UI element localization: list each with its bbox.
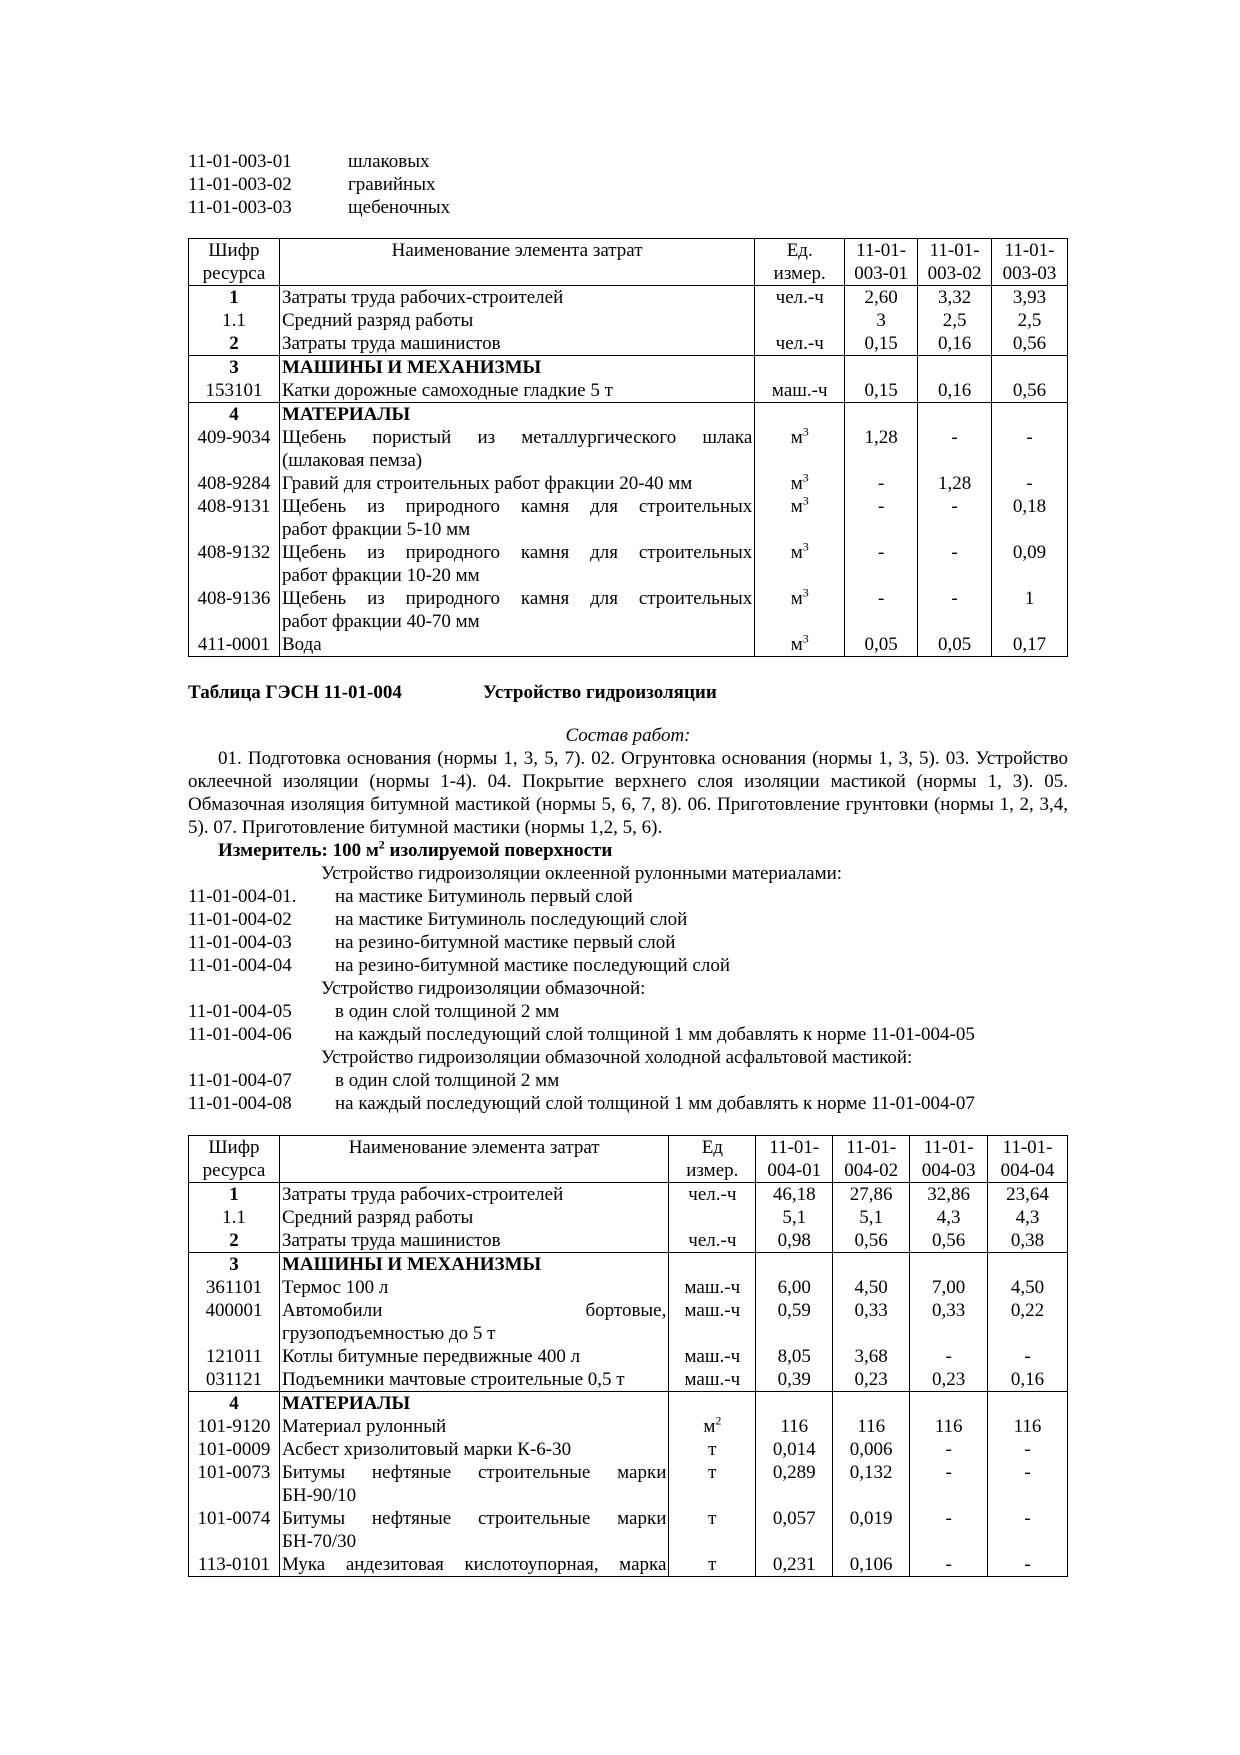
table-cell: 4,3: [988, 1206, 1068, 1229]
table-cell: -: [918, 495, 992, 541]
table-row: [189, 309, 1068, 332]
norm-group-heading: Устройство гидроизоляции оклеенной рулонными материалами:: [321, 863, 843, 884]
table-cell: Затраты труда машинистов: [279, 332, 754, 356]
table-row: [189, 1183, 1068, 1207]
table-cell: Щебень из природного камня для строительных работ фракции 10-20 мм: [279, 541, 754, 587]
table-cell: 0,18: [992, 495, 1068, 541]
table-cell: [755, 403, 845, 427]
norm-code: 11-01-003-03: [188, 197, 292, 218]
header-code: Шифр ресурса: [189, 1136, 280, 1183]
table-cell: маш.-ч: [669, 1299, 756, 1345]
table-cell: т: [669, 1461, 756, 1507]
table-cell: маш.-ч: [669, 1345, 756, 1368]
table-cell: 0,59: [756, 1299, 833, 1345]
table-cell: 0,56: [992, 379, 1068, 403]
table-cell: -: [988, 1553, 1068, 1577]
norm-line: 11-01-004-02 на мастике Битуминоль последующий слой: [188, 909, 688, 930]
table-cell: чел.-ч: [755, 286, 845, 310]
table-cell: -: [910, 1438, 988, 1461]
table-cell: 1: [992, 587, 1068, 633]
table-cell: Гравий для строительных работ фракции 20-40 мм: [279, 472, 754, 495]
table-cell: 27,86: [833, 1183, 910, 1207]
table-cell: 3,32: [918, 286, 992, 310]
table-cell: -: [918, 587, 992, 633]
table-cell: [988, 1392, 1068, 1416]
work-composition-heading: Состав работ:: [565, 725, 691, 746]
table-cell: 0,98: [756, 1229, 833, 1253]
norm-line: 11-01-004-06 на каждый последующий слой толщиной 1 мм добавлять к норме 11-01-004-05: [188, 1024, 975, 1045]
table-cell: 101-0009: [189, 1438, 280, 1461]
resource-table-004: [188, 1135, 1068, 1577]
table-cell: [992, 356, 1068, 380]
table-cell: 3: [189, 1253, 280, 1277]
table-row: [189, 1507, 1068, 1553]
table-cell: Затраты труда рабочих-строителей: [279, 1183, 668, 1207]
table-cell: Котлы битумные передвижные 400 л: [279, 1345, 668, 1368]
table-row: [189, 1368, 1068, 1392]
table-cell: 409-9034: [189, 426, 280, 472]
table-cell: -: [988, 1461, 1068, 1507]
table-title-code: Таблица ГЭСН 11-01-004: [188, 682, 402, 703]
table-cell: [988, 1253, 1068, 1277]
table-cell: 0,106: [833, 1553, 910, 1577]
table-row: [189, 1461, 1068, 1507]
table-cell: 116: [833, 1415, 910, 1438]
table-row: [189, 1299, 1068, 1345]
norm-line: [188, 173, 1068, 196]
table-row: [189, 495, 1068, 541]
resource-table-003: [188, 238, 1068, 657]
header-col-3: 11-01- 004-03: [910, 1136, 988, 1183]
table-cell: 2,5: [992, 309, 1068, 332]
header-unit: Ед измер.: [669, 1136, 756, 1183]
section-row: [189, 356, 1068, 380]
table-cell: 0,39: [756, 1368, 833, 1392]
table-cell: $м^2$: [669, 1415, 756, 1438]
table-cell: [833, 1253, 910, 1277]
table-row: [189, 633, 1068, 657]
table-cell: [992, 403, 1068, 427]
table-cell: -: [988, 1438, 1068, 1461]
table-cell: 0,019: [833, 1507, 910, 1553]
table-row: [189, 1553, 1068, 1577]
norm-group-heading: Устройство гидроизоляции обмазочной холодной асфальтовой мастикой:: [321, 1047, 913, 1068]
norm-line: 11-01-004-01. на мастике Битуминоль первый слой: [188, 886, 633, 907]
table-cell: $м^3$: [755, 426, 845, 472]
table-cell: 0,132: [833, 1461, 910, 1507]
table-row: [189, 1206, 1068, 1229]
norm-list-top: [188, 150, 1068, 219]
table-cell: 1.1: [189, 1206, 280, 1229]
table-cell: 32,86: [910, 1183, 988, 1207]
table-cell: 3: [189, 356, 280, 380]
table-cell: Щебень пористый из металлургического шлака (шлаковая пемза): [279, 426, 754, 472]
table-cell: 5,1: [833, 1206, 910, 1229]
table-cell: 116: [756, 1415, 833, 1438]
header-col-4: 11-01- 004-04: [988, 1136, 1068, 1183]
norm-name: шлаковых: [348, 151, 430, 172]
norm-line: 11-01-004-04 на резино-битумной мастике последующий слой: [188, 955, 731, 976]
measure-line: Измеритель: 100 $м^2$ изолируемой поверхности: [218, 837, 613, 861]
table-header: [189, 1136, 1068, 1183]
table-cell: МАТЕРИАЛЫ: [279, 403, 754, 427]
table-row: [189, 1415, 1068, 1438]
table-cell: 153101: [189, 379, 280, 403]
table-cell: маш.-ч: [669, 1276, 756, 1299]
table-cell: 3: [845, 309, 918, 332]
table-cell: 113-0101: [189, 1553, 280, 1577]
table-cell: 0,006: [833, 1438, 910, 1461]
header-col-2: 11-01- 003-02: [918, 239, 992, 286]
table-row: [189, 541, 1068, 587]
header-col-1: 11-01- 004-01: [756, 1136, 833, 1183]
table-cell: 116: [988, 1415, 1068, 1438]
table-cell: 46,18: [756, 1183, 833, 1207]
norm-name: щебеночных: [348, 197, 451, 218]
table-cell: 4,3: [910, 1206, 988, 1229]
table-cell: чел.-ч: [669, 1183, 756, 1207]
table-cell: -: [988, 1345, 1068, 1368]
table-cell: маш.-ч: [755, 379, 845, 403]
table-cell: 408-9132: [189, 541, 280, 587]
table-cell: Битумы нефтяные строительные марки БН-70/30: [279, 1507, 668, 1553]
table-cell: т: [669, 1507, 756, 1553]
table-cell: 0,33: [910, 1299, 988, 1345]
norm-line: 11-01-004-03 на резино-битумной мастике первый слой: [188, 932, 676, 953]
table-cell: маш.-ч: [669, 1368, 756, 1392]
table-cell: [910, 1253, 988, 1277]
table-cell: -: [992, 426, 1068, 472]
table-row: [189, 426, 1068, 472]
table-cell: 6,00: [756, 1276, 833, 1299]
table-cell: [918, 356, 992, 380]
table-cell: [756, 1253, 833, 1277]
table-cell: 0,09: [992, 541, 1068, 587]
table-cell: -: [988, 1507, 1068, 1553]
table-row: [189, 286, 1068, 310]
table-cell: 4,50: [833, 1276, 910, 1299]
table-cell: т: [669, 1438, 756, 1461]
table-cell: 361101: [189, 1276, 280, 1299]
norm-line: [188, 150, 1068, 173]
table-cell: 411-0001: [189, 633, 280, 657]
table-cell: 0,38: [988, 1229, 1068, 1253]
norm-line: 11-01-004-05 в один слой толщиной 2 мм: [188, 1001, 560, 1022]
table-cell: 0,22: [988, 1299, 1068, 1345]
table-cell: [669, 1206, 756, 1229]
table-cell: 0,289: [756, 1461, 833, 1507]
header-col-3: 11-01- 003-03: [992, 239, 1068, 286]
table-cell: -: [845, 472, 918, 495]
table-cell: [669, 1253, 756, 1277]
table-cell: -: [918, 541, 992, 587]
table-cell: $м^3$: [755, 472, 845, 495]
table-cell: 0,014: [756, 1438, 833, 1461]
table-cell: МАШИНЫ И МЕХАНИЗМЫ: [279, 356, 754, 380]
table-cell: 101-9120: [189, 1415, 280, 1438]
table-cell: 0,16: [918, 332, 992, 356]
table-row: [189, 332, 1068, 356]
table-cell: 1: [189, 286, 280, 310]
table-cell: 0,16: [918, 379, 992, 403]
table-cell: 0,15: [845, 379, 918, 403]
table-cell: 400001: [189, 1299, 280, 1345]
norm-line: 11-01-004-07 в один слой толщиной 2 мм: [188, 1070, 560, 1091]
table-cell: [669, 1392, 756, 1416]
table-cell: 2: [189, 332, 280, 356]
table-cell: 3,93: [992, 286, 1068, 310]
table-cell: 7,00: [910, 1276, 988, 1299]
table-cell: Средний разряд работы: [279, 309, 754, 332]
table-cell: Асбест хризолитовый марки К-6-30: [279, 1438, 668, 1461]
norm-code: 11-01-003-02: [188, 174, 292, 195]
table-title-name: Устройство гидроизоляции: [483, 682, 717, 703]
table-cell: 1,28: [918, 472, 992, 495]
table-cell: 031121: [189, 1368, 280, 1392]
header-name: Наименование элемента затрат: [279, 1136, 668, 1183]
table-cell: 0,23: [910, 1368, 988, 1392]
table-cell: Термос 100 л: [279, 1276, 668, 1299]
header-name: Наименование элемента затрат: [279, 239, 754, 286]
table-cell: т: [669, 1553, 756, 1577]
table-cell: чел.-ч: [669, 1229, 756, 1253]
table-cell: 4: [189, 1392, 280, 1416]
table-cell: 1.1: [189, 309, 280, 332]
table-cell: 0,16: [988, 1368, 1068, 1392]
table-cell: 0,057: [756, 1507, 833, 1553]
table-cell: -: [910, 1507, 988, 1553]
table-cell: 4,50: [988, 1276, 1068, 1299]
table-cell: [833, 1392, 910, 1416]
table-cell: Мука андезитовая кислотоупорная, марка: [279, 1553, 668, 1577]
header-col-1: 11-01- 003-01: [845, 239, 918, 286]
norm-group-heading: Устройство гидроизоляции обмазочной:: [321, 978, 646, 999]
table-cell: [845, 403, 918, 427]
header-code: Шифр ресурса: [189, 239, 280, 286]
document-page: [188, 150, 1068, 1577]
table-cell: 0,17: [992, 633, 1068, 657]
table-cell: 5,1: [756, 1206, 833, 1229]
table-cell: [755, 309, 845, 332]
table-cell: 0,05: [845, 633, 918, 657]
table-cell: МАШИНЫ И МЕХАНИЗМЫ: [279, 1253, 668, 1277]
section-row: [189, 1392, 1068, 1416]
table-cell: 0,56: [833, 1229, 910, 1253]
table-cell: 116: [910, 1415, 988, 1438]
table-cell: Щебень из природного камня для строительных работ фракции 40-70 мм: [279, 587, 754, 633]
table-row: [189, 1229, 1068, 1253]
table-cell: Автомобили бортовые, грузоподъемностью до 5 т: [279, 1299, 668, 1345]
table-cell: -: [918, 426, 992, 472]
table-row: [189, 1438, 1068, 1461]
header-col-2: 11-01- 004-02: [833, 1136, 910, 1183]
table-cell: 408-9284: [189, 472, 280, 495]
table-row: [189, 1345, 1068, 1368]
table-row: [189, 1276, 1068, 1299]
table-cell: 8,05: [756, 1345, 833, 1368]
norm-code: 11-01-003-01: [188, 151, 292, 172]
table-cell: $м^3$: [755, 541, 845, 587]
table-cell: 0,231: [756, 1553, 833, 1577]
table-cell: -: [845, 541, 918, 587]
table-cell: 101-0073: [189, 1461, 280, 1507]
table-cell: 2,5: [918, 309, 992, 332]
table-cell: [910, 1392, 988, 1416]
table-cell: -: [992, 472, 1068, 495]
table-cell: 2: [189, 1229, 280, 1253]
table-cell: 4: [189, 403, 280, 427]
table-cell: Средний разряд работы: [279, 1206, 668, 1229]
work-composition-text: 01. Подготовка основания (нормы 1, 3, 5, 7). 02. Огрунтовка основания (нормы 1, 3, 5). 03. Устройство оклеечной изоляции (нормы 1-4). 04. Покрытие верхнего слоя изоляции мастикой (нормы 1, 3). 05. Обмазочная изоляция битумной мастикой (нормы 5, 6, 7, 8). 06. Приготовление грунтовки (нормы 1, 2, 3,4, 5). 07. Приготовление битумной мастики (нормы 1,2, 5, 6).: [188, 748, 1068, 838]
table-cell: 0,33: [833, 1299, 910, 1345]
norm-line: 11-01-004-08 на каждый последующий слой толщиной 1 мм добавлять к норме 11-01-004-07: [188, 1093, 975, 1114]
table-cell: 408-9131: [189, 495, 280, 541]
table-cell: [918, 403, 992, 427]
table-cell: 0,56: [910, 1229, 988, 1253]
table-cell: 1,28: [845, 426, 918, 472]
table-cell: $м^3$: [755, 587, 845, 633]
table-row: [189, 472, 1068, 495]
table-cell: 0,05: [918, 633, 992, 657]
table-cell: [756, 1392, 833, 1416]
table-cell: 23,64: [988, 1183, 1068, 1207]
header-unit: Ед. измер.: [755, 239, 845, 286]
table-cell: 1: [189, 1183, 280, 1207]
table-cell: -: [910, 1553, 988, 1577]
table-cell: -: [910, 1461, 988, 1507]
section-row: [189, 1253, 1068, 1277]
table-cell: $м^3$: [755, 633, 845, 657]
table-header: [189, 239, 1068, 286]
table-cell: 3,68: [833, 1345, 910, 1368]
table-cell: -: [845, 495, 918, 541]
table-cell: 408-9136: [189, 587, 280, 633]
norm-line: [188, 196, 1068, 219]
table-title: [188, 681, 1068, 704]
table-cell: Затраты труда рабочих-строителей: [279, 286, 754, 310]
table-cell: МАТЕРИАЛЫ: [279, 1392, 668, 1416]
table-row: [189, 587, 1068, 633]
table-cell: Подъемники мачтовые строительные 0,5 т: [279, 1368, 668, 1392]
table-cell: Битумы нефтяные строительные марки БН-90/10: [279, 1461, 668, 1507]
table-cell: 121011: [189, 1345, 280, 1368]
table-cell: 0,15: [845, 332, 918, 356]
table-cell: Затраты труда машинистов: [279, 1229, 668, 1253]
table-cell: $м^3$: [755, 495, 845, 541]
table-cell: [845, 356, 918, 380]
table-cell: Материал рулонный: [279, 1415, 668, 1438]
table-cell: Катки дорожные самоходные гладкие 5 т: [279, 379, 754, 403]
table-cell: -: [845, 587, 918, 633]
table-row: [189, 379, 1068, 403]
table-cell: Вода: [279, 633, 754, 657]
table-cell: 0,23: [833, 1368, 910, 1392]
table-cell: чел.-ч: [755, 332, 845, 356]
table-cell: 101-0074: [189, 1507, 280, 1553]
table-cell: -: [910, 1345, 988, 1368]
norm-name: гравийных: [348, 174, 436, 195]
table-cell: 2,60: [845, 286, 918, 310]
table-cell: [755, 356, 845, 380]
table-cell: 0,56: [992, 332, 1068, 356]
table-cell: Щебень из природного камня для строительных работ фракции 5-10 мм: [279, 495, 754, 541]
section-row: [189, 403, 1068, 427]
